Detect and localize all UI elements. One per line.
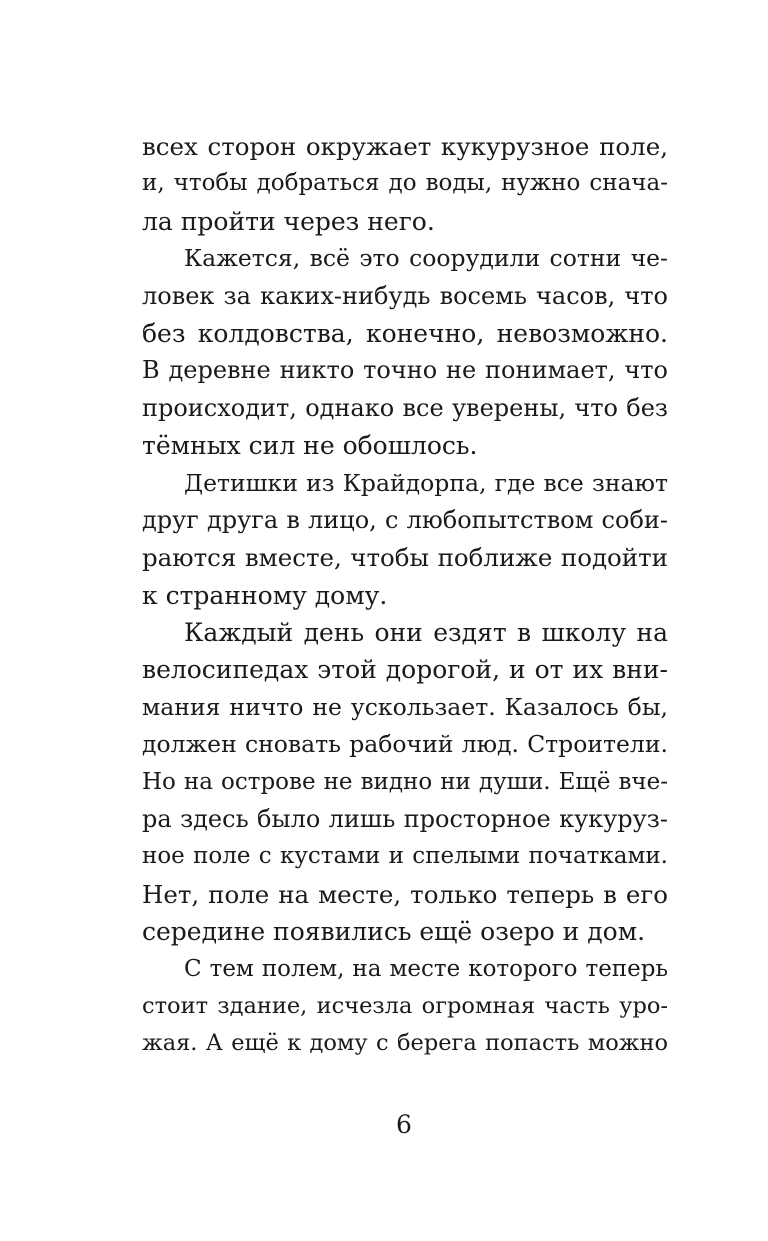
text-line: тёмных сил не обошлось. [142,431,478,461]
text-line: середине появились ещё озеро и дом. [142,917,646,947]
text-line: ла пройти через него. [142,206,435,236]
text-line: мания ничто не ускользает. Казалось бы, [142,692,668,721]
text-line: ное поле с кустами и спелыми початками. [142,843,668,870]
text-line: происходит, однако все уверены, что без [142,393,668,422]
text-line: должен сновать рабочий люд. Строители. [142,730,668,759]
page-number: 6 [396,1110,412,1139]
text-line: стоит здание, исчезла огромная часть уро- [142,992,668,1019]
text-line: друг друга в лицо, с любопытством соби- [142,505,668,534]
text-line: велосипедах этой дорогой, и от их вни- [142,655,668,685]
text-line: без колдовства, конечно, невозможно. [142,318,668,348]
text-line: ра здесь было лишь просторное кукуруз- [142,805,668,834]
text-line: и, чтобы добраться до воды, нужно снача- [142,170,668,197]
text-line: жая. А ещё к дому с берега попасть можно [142,1030,668,1057]
text-line: Кажется, всё это соорудили сотни че- [184,244,668,273]
text-line: В деревне никто точно не понимает, что [142,356,668,385]
page-body [142,128,668,1063]
text-line: ловек за каких-нибудь восемь часов, что [142,281,668,310]
text-line: Каждый день они ездят в школу на [184,618,668,648]
text-line: всех сторон окружает кукурузное поле, [142,132,668,161]
text-line: раются вместе, чтобы поближе подойти [142,543,668,573]
text-line: Но на острове не видно ни души. Ещё вче- [142,768,668,795]
text-line: к странному дому. [142,580,388,610]
text-line: Нет, поле на месте, только теперь в его [142,879,668,909]
text-line: Детишки из Крайдорпа, где все знают [184,468,668,497]
text-line: С тем полем, на месте которого теперь [184,955,668,982]
